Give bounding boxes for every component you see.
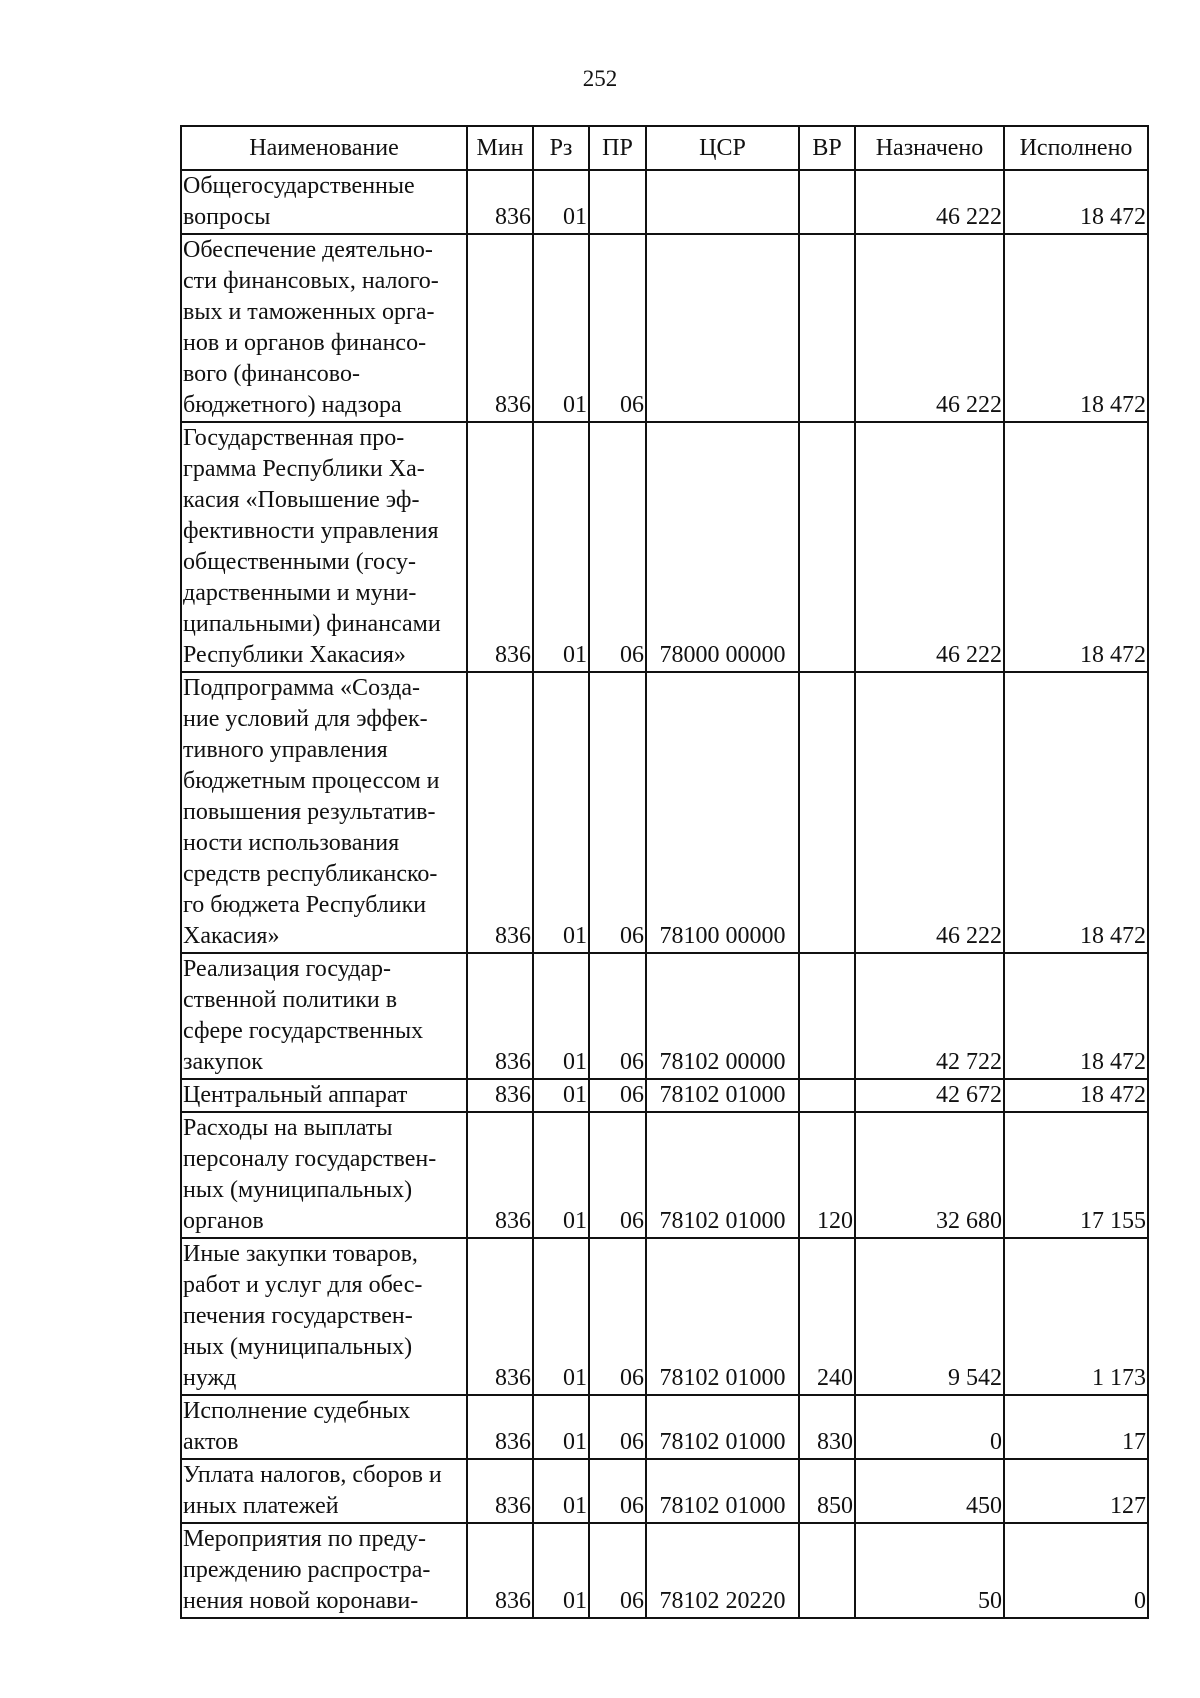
cell-rz: 01 [533, 1459, 589, 1523]
cell-csr [646, 170, 799, 234]
cell-rz: 01 [533, 1523, 589, 1618]
cell-vr [799, 953, 855, 1079]
name-line: преждению распростра- [183, 1557, 431, 1583]
cell-rz: 01 [533, 170, 589, 234]
cell-assigned: 42 672 [855, 1079, 1004, 1112]
name-line: Иные закупки товаров, [183, 1241, 418, 1267]
cell-min: 836 [467, 1395, 533, 1459]
cell-vr [799, 1523, 855, 1618]
cell-assigned: 0 [855, 1395, 1004, 1459]
name-line: средств республиканско- [183, 861, 438, 887]
cell-rz: 01 [533, 1238, 589, 1395]
name-line: го бюджета Республики [183, 892, 427, 918]
cell-name [181, 1238, 467, 1395]
cell-assigned: 32 680 [855, 1112, 1004, 1238]
table-row [181, 1238, 1148, 1395]
cell-executed: 18 472 [1004, 672, 1148, 953]
name-line: вых и таможенных орга- [183, 299, 435, 325]
name-line: касия «Повышение эф- [183, 487, 420, 513]
name-line: ных (муниципальных) [183, 1177, 413, 1203]
header-csr: ЦСР [646, 126, 799, 170]
name-line: Обеспечение деятельно- [183, 237, 433, 263]
cell-name [181, 953, 467, 1079]
cell-assigned: 46 222 [855, 234, 1004, 422]
name-line: общественными (госу- [183, 549, 416, 575]
cell-vr [799, 234, 855, 422]
name-line: Расходы на выплаты [183, 1115, 393, 1141]
name-line: ственной политики в [183, 987, 398, 1013]
table-row [181, 953, 1148, 1079]
cell-assigned: 46 222 [855, 672, 1004, 953]
table-row [181, 1112, 1148, 1238]
cell-assigned: 9 542 [855, 1238, 1004, 1395]
cell-min: 836 [467, 1459, 533, 1523]
name-line: Республики Хакасия» [183, 642, 406, 668]
table-row [181, 1395, 1148, 1459]
cell-vr: 240 [799, 1238, 855, 1395]
cell-csr: 78102 01000 [646, 1395, 799, 1459]
cell-name [181, 1523, 467, 1618]
name-line: Хакасия» [183, 923, 280, 949]
header-rz: Рз [533, 126, 589, 170]
name-line: сти финансовых, налого- [183, 268, 439, 294]
name-line: иных платежей [183, 1493, 339, 1519]
cell-assigned: 50 [855, 1523, 1004, 1618]
name-line: ных (муниципальных) [183, 1334, 413, 1360]
cell-name [181, 1459, 467, 1523]
name-line: тивного управления [183, 737, 388, 763]
header-name: Наименование [181, 126, 467, 170]
cell-csr: 78102 01000 [646, 1112, 799, 1238]
name-line: Общегосударственные [183, 173, 415, 199]
cell-csr: 78102 20220 [646, 1523, 799, 1618]
cell-vr [799, 1079, 855, 1112]
cell-pr [589, 170, 646, 234]
cell-executed: 18 472 [1004, 422, 1148, 672]
cell-min: 836 [467, 422, 533, 672]
cell-min: 836 [467, 234, 533, 422]
cell-executed: 127 [1004, 1459, 1148, 1523]
name-line: Уплата налогов, сборов и [183, 1462, 442, 1488]
header-pr: ПР [589, 126, 646, 170]
header-vr: ВР [799, 126, 855, 170]
page-number: 252 [582, 66, 618, 91]
cell-assigned: 46 222 [855, 422, 1004, 672]
cell-csr: 78100 00000 [646, 672, 799, 953]
name-line: вого (финансово- [183, 361, 360, 387]
table-row [181, 1079, 1148, 1112]
name-line: закупок [183, 1049, 263, 1075]
cell-min: 836 [467, 1112, 533, 1238]
name-line: повышения результатив- [183, 799, 436, 825]
name-line: Государственная про- [183, 425, 405, 451]
cell-pr: 06 [589, 234, 646, 422]
cell-csr: 78102 01000 [646, 1079, 799, 1112]
name-line: персоналу государствен- [183, 1146, 437, 1172]
cell-vr: 830 [799, 1395, 855, 1459]
table-row [181, 1523, 1148, 1618]
name-line: грамма Республики Ха- [183, 456, 425, 482]
cell-name [181, 1079, 467, 1112]
cell-pr: 06 [589, 1112, 646, 1238]
cell-executed: 17 155 [1004, 1112, 1148, 1238]
cell-csr: 78102 01000 [646, 1238, 799, 1395]
cell-pr: 06 [589, 953, 646, 1079]
name-line: нов и органов финансо- [183, 330, 427, 356]
table-row [181, 1459, 1148, 1523]
cell-executed: 18 472 [1004, 170, 1148, 234]
cell-executed: 0 [1004, 1523, 1148, 1618]
cell-rz: 01 [533, 1112, 589, 1238]
cell-rz: 01 [533, 1079, 589, 1112]
cell-pr: 06 [589, 672, 646, 953]
table-row [181, 170, 1148, 234]
name-line: сфере государственных [183, 1018, 424, 1044]
header-min: Мин [467, 126, 533, 170]
cell-rz: 01 [533, 1395, 589, 1459]
name-line: органов [183, 1208, 264, 1234]
cell-vr: 850 [799, 1459, 855, 1523]
cell-name [181, 170, 467, 234]
cell-rz: 01 [533, 953, 589, 1079]
name-line: ципальными) финансами [183, 611, 441, 637]
cell-executed: 1 173 [1004, 1238, 1148, 1395]
name-line: Центральный аппарат [183, 1082, 408, 1108]
name-line: бюджетного) надзора [183, 392, 402, 418]
table-row [181, 672, 1148, 953]
name-line: ние условий для эффек- [183, 706, 428, 732]
cell-name [181, 422, 467, 672]
cell-pr: 06 [589, 1238, 646, 1395]
cell-executed: 18 472 [1004, 1079, 1148, 1112]
cell-csr: 78102 01000 [646, 1459, 799, 1523]
cell-vr: 120 [799, 1112, 855, 1238]
name-line: нужд [183, 1365, 237, 1391]
cell-executed: 18 472 [1004, 953, 1148, 1079]
name-line: Реализация государ- [183, 956, 392, 982]
cell-name [181, 1112, 467, 1238]
table-header-row [181, 126, 1148, 170]
cell-min: 836 [467, 170, 533, 234]
cell-min: 836 [467, 1523, 533, 1618]
cell-executed: 18 472 [1004, 234, 1148, 422]
cell-min: 836 [467, 1238, 533, 1395]
name-line: печения государствен- [183, 1303, 413, 1329]
header-assigned: Назначено [855, 126, 1004, 170]
cell-executed: 17 [1004, 1395, 1148, 1459]
cell-rz: 01 [533, 422, 589, 672]
cell-pr: 06 [589, 1459, 646, 1523]
cell-name [181, 672, 467, 953]
cell-assigned: 450 [855, 1459, 1004, 1523]
cell-pr: 06 [589, 422, 646, 672]
name-line: актов [183, 1429, 239, 1455]
name-line: фективности управления [183, 518, 439, 544]
cell-rz: 01 [533, 672, 589, 953]
header-executed: Исполнено [1004, 126, 1148, 170]
name-line: Мероприятия по преду- [183, 1526, 426, 1552]
cell-assigned: 42 722 [855, 953, 1004, 1079]
cell-name [181, 234, 467, 422]
cell-csr [646, 234, 799, 422]
cell-csr: 78102 00000 [646, 953, 799, 1079]
cell-min: 836 [467, 1079, 533, 1112]
name-line: работ и услуг для обес- [183, 1272, 423, 1298]
cell-csr: 78000 00000 [646, 422, 799, 672]
name-line: бюджетным процессом и [183, 768, 440, 794]
cell-name [181, 1395, 467, 1459]
cell-pr: 06 [589, 1523, 646, 1618]
cell-vr [799, 422, 855, 672]
name-line: ности использования [183, 830, 400, 856]
name-line: вопросы [183, 204, 271, 230]
cell-min: 836 [467, 672, 533, 953]
budget-execution-table [180, 125, 1149, 1619]
cell-vr [799, 672, 855, 953]
name-line: нения новой коронави- [183, 1588, 419, 1614]
table-row [181, 234, 1148, 422]
name-line: Подпрограмма «Созда- [183, 675, 420, 701]
table-body [181, 170, 1148, 1618]
cell-min: 836 [467, 953, 533, 1079]
table-row [181, 422, 1148, 672]
cell-vr [799, 170, 855, 234]
cell-pr: 06 [589, 1395, 646, 1459]
name-line: Исполнение судебных [183, 1398, 411, 1424]
cell-pr: 06 [589, 1079, 646, 1112]
name-line: дарственными и муни- [183, 580, 417, 606]
cell-assigned: 46 222 [855, 170, 1004, 234]
cell-rz: 01 [533, 234, 589, 422]
